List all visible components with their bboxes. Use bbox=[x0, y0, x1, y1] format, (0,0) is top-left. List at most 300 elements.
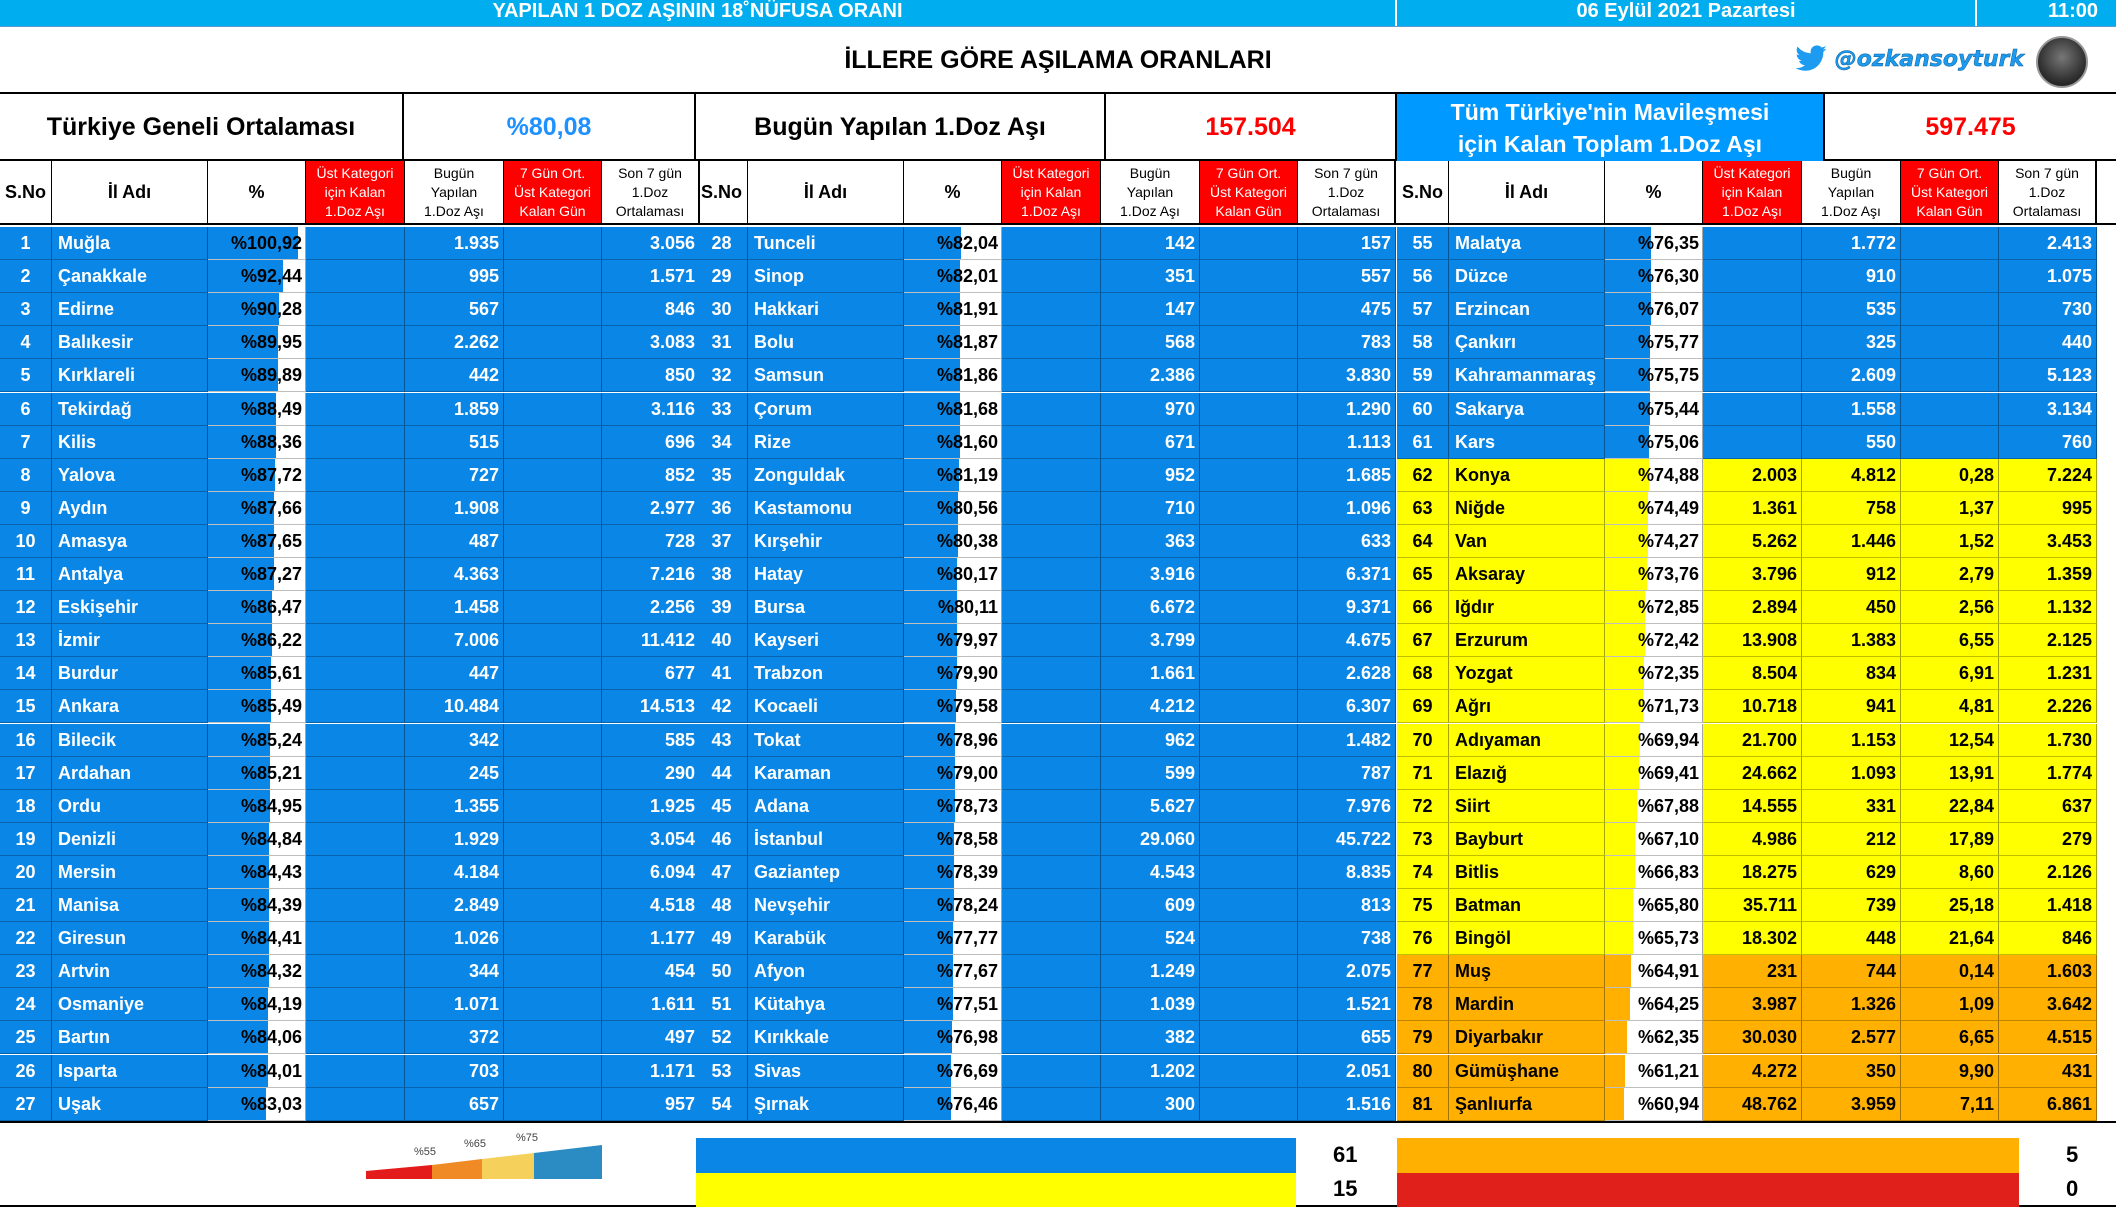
province-name: Tunceli bbox=[748, 227, 904, 260]
days-left-cell: 17,89 bbox=[1901, 823, 1999, 856]
remaining-dose-cell bbox=[306, 492, 405, 525]
orange-count-bar bbox=[1397, 1138, 2019, 1173]
days-left-cell bbox=[1200, 558, 1298, 591]
remaining-dose-cell: 18.302 bbox=[1703, 922, 1802, 955]
header-ust-kalan-block3 bbox=[1703, 161, 1802, 223]
days-left-cell bbox=[1200, 359, 1298, 392]
table-row bbox=[1397, 624, 2098, 657]
today-dose-cell: 2.849 bbox=[405, 889, 504, 922]
province-name: Muş bbox=[1449, 955, 1605, 988]
header-line: Üst Kategori bbox=[1209, 183, 1288, 200]
header-line: 1.Doz Aşı bbox=[424, 202, 484, 219]
province-name: Şırnak bbox=[748, 1088, 904, 1121]
percent-cell bbox=[904, 558, 1002, 591]
table-row bbox=[696, 326, 1397, 359]
days-left-cell: 25,18 bbox=[1901, 889, 1999, 922]
weekly-avg-cell: 1.685 bbox=[1298, 459, 1396, 492]
percent-cell bbox=[208, 988, 306, 1021]
weekly-avg-cell: 1.171 bbox=[602, 1055, 700, 1088]
province-name: Kocaeli bbox=[748, 690, 904, 723]
today-value: 157.504 bbox=[1106, 94, 1397, 161]
yellow-count: 15 bbox=[1333, 1176, 1358, 1201]
province-name: Amasya bbox=[52, 525, 208, 558]
avg-value: %80,08 bbox=[404, 94, 696, 161]
today-dose-cell: 325 bbox=[1802, 326, 1901, 359]
percent-value: %85,61 bbox=[240, 663, 302, 684]
weekly-avg-cell: 957 bbox=[602, 1088, 700, 1121]
percent-cell bbox=[208, 1055, 306, 1088]
percent-cell bbox=[208, 657, 306, 690]
percent-value: %72,42 bbox=[1637, 630, 1699, 651]
sno-cell: 32 bbox=[696, 359, 748, 392]
sno-cell: 38 bbox=[696, 558, 748, 591]
sno-cell: 76 bbox=[1397, 922, 1449, 955]
weekly-avg-cell: 3.453 bbox=[1999, 525, 2097, 558]
remaining-dose-cell bbox=[1002, 1088, 1101, 1121]
today-dose-cell: 2.577 bbox=[1802, 1021, 1901, 1054]
today-dose-cell: 363 bbox=[1101, 525, 1200, 558]
percent-value: %87,65 bbox=[240, 530, 302, 551]
sno-cell: 60 bbox=[1397, 393, 1449, 426]
days-left-cell bbox=[504, 459, 602, 492]
remaining-dose-cell bbox=[1002, 657, 1101, 690]
sno-cell: 54 bbox=[696, 1088, 748, 1121]
percent-value: %71,73 bbox=[1637, 696, 1699, 717]
table-row bbox=[696, 260, 1397, 293]
sno-cell: 21 bbox=[0, 889, 52, 922]
today-dose-cell: 1.153 bbox=[1802, 724, 1901, 757]
table-row bbox=[0, 657, 701, 690]
weekly-avg-cell: 1.774 bbox=[1999, 757, 2097, 790]
remaining-dose-cell bbox=[306, 657, 405, 690]
percent-value: %79,97 bbox=[936, 630, 998, 651]
percent-value: %69,41 bbox=[1637, 762, 1699, 783]
table-row bbox=[0, 558, 701, 591]
header-bugun-block2 bbox=[1101, 161, 1200, 223]
remaining-dose-cell: 2.894 bbox=[1703, 591, 1802, 624]
days-left-cell bbox=[504, 856, 602, 889]
sno-cell: 29 bbox=[696, 260, 748, 293]
today-dose-cell: 744 bbox=[1802, 955, 1901, 988]
weekly-avg-cell: 2.256 bbox=[602, 591, 700, 624]
days-left-cell bbox=[1200, 790, 1298, 823]
percent-value: %78,73 bbox=[936, 795, 998, 816]
table-row bbox=[696, 922, 1397, 955]
percent-value: %86,22 bbox=[240, 630, 302, 651]
weekly-avg-cell: 637 bbox=[1999, 790, 2097, 823]
table-row bbox=[1397, 359, 2098, 392]
sno-cell: 7 bbox=[0, 426, 52, 459]
weekly-avg-cell: 475 bbox=[1298, 293, 1396, 326]
sno-cell: 81 bbox=[1397, 1088, 1449, 1121]
table-row bbox=[0, 1021, 701, 1054]
sno-cell: 68 bbox=[1397, 657, 1449, 690]
sno-cell: 37 bbox=[696, 525, 748, 558]
days-left-cell bbox=[1200, 492, 1298, 525]
table-row bbox=[1397, 856, 2098, 889]
remaining-dose-cell bbox=[306, 260, 405, 293]
header-line: için Kalan bbox=[1721, 183, 1783, 200]
province-name: Sakarya bbox=[1449, 393, 1605, 426]
percent-value: %66,83 bbox=[1637, 861, 1699, 882]
today-dose-cell: 710 bbox=[1101, 492, 1200, 525]
remaining-dose-cell bbox=[306, 889, 405, 922]
header-line: 7 Gün Ort. bbox=[519, 164, 586, 181]
percent-value: %82,01 bbox=[936, 266, 998, 287]
days-left-cell bbox=[1901, 426, 1999, 459]
percent-value: %84,95 bbox=[240, 795, 302, 816]
province-name: Tekirdağ bbox=[52, 393, 208, 426]
legend-tick-75: %75 bbox=[516, 1132, 539, 1144]
province-name: Kastamonu bbox=[748, 492, 904, 525]
percent-cell bbox=[1605, 293, 1703, 326]
today-dose-cell: 524 bbox=[1101, 922, 1200, 955]
today-label: Bugün Yapılan 1.Doz Aşı bbox=[696, 94, 1106, 161]
remaining-dose-cell bbox=[306, 988, 405, 1021]
today-dose-cell: 727 bbox=[405, 459, 504, 492]
percent-value: %61,21 bbox=[1637, 1060, 1699, 1081]
days-left-cell: 1,09 bbox=[1901, 988, 1999, 1021]
percent-value: %89,89 bbox=[240, 365, 302, 386]
table-row bbox=[0, 326, 701, 359]
remaining-dose-cell bbox=[306, 326, 405, 359]
remaining-dose-cell bbox=[306, 856, 405, 889]
remaining-dose-cell: 3.987 bbox=[1703, 988, 1802, 1021]
sno-cell: 41 bbox=[696, 657, 748, 690]
percent-value: %83,03 bbox=[240, 1093, 302, 1114]
percent-cell bbox=[904, 823, 1002, 856]
days-left-cell: 0,28 bbox=[1901, 459, 1999, 492]
sno-cell: 19 bbox=[0, 823, 52, 856]
percent-cell bbox=[208, 955, 306, 988]
remaining-dose-cell bbox=[1002, 690, 1101, 723]
today-dose-cell: 5.627 bbox=[1101, 790, 1200, 823]
twitter-handle: @ozkansoyturk bbox=[1834, 46, 2024, 72]
weekly-avg-cell: 655 bbox=[1298, 1021, 1396, 1054]
province-name: Eskişehir bbox=[52, 591, 208, 624]
header-line: Bugün bbox=[433, 164, 475, 181]
sno-cell: 48 bbox=[696, 889, 748, 922]
percent-cell bbox=[208, 823, 306, 856]
percent-cell bbox=[208, 757, 306, 790]
sno-cell: 72 bbox=[1397, 790, 1449, 823]
table-row bbox=[696, 359, 1397, 392]
sno-cell: 59 bbox=[1397, 359, 1449, 392]
percent-value: %75,75 bbox=[1637, 365, 1699, 386]
header-line: 1.Doz Aşı bbox=[1722, 202, 1782, 219]
weekly-avg-cell: 497 bbox=[602, 1021, 700, 1054]
days-left-cell: 6,55 bbox=[1901, 624, 1999, 657]
percent-value: %81,91 bbox=[936, 299, 998, 320]
percent-cell bbox=[208, 492, 306, 525]
sno-cell: 22 bbox=[0, 922, 52, 955]
weekly-avg-cell: 677 bbox=[602, 657, 700, 690]
table-row bbox=[1397, 558, 2098, 591]
province-name: Kahramanmaraş bbox=[1449, 359, 1605, 392]
days-left-cell bbox=[1200, 1021, 1298, 1054]
table-row bbox=[0, 856, 701, 889]
header-line: Üst Kategori bbox=[1713, 164, 1791, 181]
header-line: için Kalan bbox=[324, 183, 386, 200]
days-left-cell bbox=[1200, 690, 1298, 723]
days-left-cell bbox=[504, 724, 602, 757]
header-line: Üst Kategori bbox=[316, 164, 394, 181]
province-name: Ardahan bbox=[52, 757, 208, 790]
table-row bbox=[0, 492, 701, 525]
weekly-avg-cell: 4.518 bbox=[602, 889, 700, 922]
province-name: Zonguldak bbox=[748, 459, 904, 492]
weekly-avg-cell: 157 bbox=[1298, 227, 1396, 260]
header-line: Son 7 gün bbox=[1314, 164, 1378, 181]
percent-cell bbox=[1605, 492, 1703, 525]
percent-value: %78,39 bbox=[936, 861, 998, 882]
weekly-avg-cell: 2.126 bbox=[1999, 856, 2097, 889]
weekly-avg-cell: 738 bbox=[1298, 922, 1396, 955]
province-name: Adana bbox=[748, 790, 904, 823]
remaining-dose-cell bbox=[1002, 492, 1101, 525]
today-dose-cell: 447 bbox=[405, 657, 504, 690]
remaining-dose-cell: 30.030 bbox=[1703, 1021, 1802, 1054]
percent-cell bbox=[208, 227, 306, 260]
header-line: Kalan Gün bbox=[519, 202, 586, 219]
days-left-cell: 4,81 bbox=[1901, 690, 1999, 723]
percent-cell bbox=[904, 591, 1002, 624]
weekly-avg-cell: 45.722 bbox=[1298, 823, 1396, 856]
days-left-cell bbox=[1200, 1055, 1298, 1088]
table-row bbox=[0, 988, 701, 1021]
weekly-avg-cell: 7.976 bbox=[1298, 790, 1396, 823]
weekly-avg-cell: 1.132 bbox=[1999, 591, 2097, 624]
days-left-cell bbox=[1200, 459, 1298, 492]
table-row bbox=[0, 757, 701, 790]
sno-cell: 57 bbox=[1397, 293, 1449, 326]
today-dose-cell: 2.609 bbox=[1802, 359, 1901, 392]
remaining-dose-cell bbox=[1002, 1055, 1101, 1088]
today-dose-cell: 3.799 bbox=[1101, 624, 1200, 657]
weekly-avg-cell: 760 bbox=[1999, 426, 2097, 459]
province-name: Hatay bbox=[748, 558, 904, 591]
table-row bbox=[696, 724, 1397, 757]
percent-cell bbox=[208, 293, 306, 326]
province-name: Kırşehir bbox=[748, 525, 904, 558]
percent-cell bbox=[1605, 955, 1703, 988]
today-dose-cell: 952 bbox=[1101, 459, 1200, 492]
weekly-avg-cell: 1.516 bbox=[1298, 1088, 1396, 1121]
header-line: 1.Doz bbox=[1327, 183, 1365, 200]
sno-cell: 77 bbox=[1397, 955, 1449, 988]
legend-segment-yellow bbox=[482, 1153, 534, 1179]
header-line: Bugün bbox=[1830, 164, 1872, 181]
percent-value: %88,49 bbox=[240, 398, 302, 419]
weekly-avg-cell: 6.371 bbox=[1298, 558, 1396, 591]
days-left-cell bbox=[1901, 260, 1999, 293]
header-sno-block2: S.No bbox=[696, 161, 748, 223]
remaining-dose-cell: 48.762 bbox=[1703, 1088, 1802, 1121]
weekly-avg-cell: 730 bbox=[1999, 293, 2097, 326]
days-left-cell: 12,54 bbox=[1901, 724, 1999, 757]
header-ust-kalan-block1 bbox=[306, 161, 405, 223]
percent-cell bbox=[1605, 823, 1703, 856]
percent-cell bbox=[208, 260, 306, 293]
province-name: Bolu bbox=[748, 326, 904, 359]
table-row bbox=[696, 492, 1397, 525]
remaining-dose-cell bbox=[306, 459, 405, 492]
province-name: Elazığ bbox=[1449, 757, 1605, 790]
table-row bbox=[1397, 889, 2098, 922]
days-left-cell bbox=[1200, 757, 1298, 790]
table-row bbox=[696, 988, 1397, 1021]
remaining-dose-cell bbox=[306, 624, 405, 657]
percent-cell bbox=[904, 922, 1002, 955]
sno-cell: 78 bbox=[1397, 988, 1449, 1021]
days-left-cell bbox=[1200, 955, 1298, 988]
days-left-cell bbox=[504, 227, 602, 260]
percent-value: %78,58 bbox=[936, 828, 998, 849]
days-left-cell: 2,79 bbox=[1901, 558, 1999, 591]
today-dose-cell: 29.060 bbox=[1101, 823, 1200, 856]
province-name: Aydın bbox=[52, 492, 208, 525]
weekly-avg-cell: 1.075 bbox=[1999, 260, 2097, 293]
percent-value: %67,88 bbox=[1637, 795, 1699, 816]
table-row bbox=[0, 889, 701, 922]
percent-cell bbox=[208, 326, 306, 359]
percent-value: %67,10 bbox=[1637, 828, 1699, 849]
percent-cell bbox=[1605, 1088, 1703, 1121]
days-left-cell: 9,90 bbox=[1901, 1055, 1999, 1088]
today-dose-cell: 1.859 bbox=[405, 393, 504, 426]
header-line: 1.Doz bbox=[2028, 183, 2066, 200]
percent-cell bbox=[208, 1021, 306, 1054]
today-dose-cell: 350 bbox=[1802, 1055, 1901, 1088]
days-left-cell bbox=[1200, 591, 1298, 624]
province-name: Kırklareli bbox=[52, 359, 208, 392]
sno-cell: 66 bbox=[1397, 591, 1449, 624]
remaining-dose-cell bbox=[306, 757, 405, 790]
table-row bbox=[1397, 657, 2098, 690]
province-name: Antalya bbox=[52, 558, 208, 591]
table-row bbox=[0, 525, 701, 558]
top-bar-date: 06 Eylül 2021 Pazartesi bbox=[1397, 0, 1977, 26]
percent-cell bbox=[1605, 260, 1703, 293]
table-row bbox=[0, 922, 701, 955]
remaining-dose-cell: 24.662 bbox=[1703, 757, 1802, 790]
days-left-cell bbox=[1901, 293, 1999, 326]
today-dose-cell: 941 bbox=[1802, 690, 1901, 723]
remaining-dose-cell bbox=[1002, 359, 1101, 392]
weekly-avg-cell: 3.642 bbox=[1999, 988, 2097, 1021]
province-name: İzmir bbox=[52, 624, 208, 657]
remaining-dose-cell bbox=[1002, 558, 1101, 591]
percent-value: %75,44 bbox=[1637, 398, 1699, 419]
province-name: Nevşehir bbox=[748, 889, 904, 922]
header-line: Yapılan bbox=[1126, 183, 1174, 200]
province-name: Mardin bbox=[1449, 988, 1605, 1021]
table-row bbox=[696, 690, 1397, 723]
sno-cell: 9 bbox=[0, 492, 52, 525]
table-row bbox=[696, 426, 1397, 459]
province-name: Osmaniye bbox=[52, 988, 208, 1021]
weekly-avg-cell: 6.861 bbox=[1999, 1088, 2097, 1121]
province-name: Bursa bbox=[748, 591, 904, 624]
header-line: Kalan Gün bbox=[1916, 202, 1983, 219]
days-left-cell bbox=[504, 790, 602, 823]
remaining-dose-cell bbox=[1002, 856, 1101, 889]
table-row bbox=[0, 459, 701, 492]
table-row bbox=[0, 227, 701, 260]
table-row bbox=[1397, 393, 2098, 426]
remaining-dose-cell bbox=[306, 359, 405, 392]
table-row bbox=[0, 724, 701, 757]
percent-cell bbox=[904, 393, 1002, 426]
percent-value: %75,06 bbox=[1637, 431, 1699, 452]
header-line: Ortalaması bbox=[615, 202, 685, 219]
weekly-avg-cell: 6.094 bbox=[602, 856, 700, 889]
province-name: Trabzon bbox=[748, 657, 904, 690]
weekly-avg-cell: 3.056 bbox=[602, 227, 700, 260]
province-name: Karabük bbox=[748, 922, 904, 955]
province-name: Erzincan bbox=[1449, 293, 1605, 326]
today-dose-cell: 142 bbox=[1101, 227, 1200, 260]
percent-cell bbox=[1605, 624, 1703, 657]
percent-value: %82,04 bbox=[936, 233, 998, 253]
table-row bbox=[696, 955, 1397, 988]
twitter-bird-icon bbox=[1793, 42, 1829, 76]
province-name: Diyarbakır bbox=[1449, 1021, 1605, 1054]
province-name: Kütahya bbox=[748, 988, 904, 1021]
sno-cell: 73 bbox=[1397, 823, 1449, 856]
days-left-cell bbox=[504, 1055, 602, 1088]
remaining-dose-cell: 35.711 bbox=[1703, 889, 1802, 922]
today-dose-cell: 739 bbox=[1802, 889, 1901, 922]
today-dose-cell: 2.386 bbox=[1101, 359, 1200, 392]
sno-cell: 3 bbox=[0, 293, 52, 326]
percent-value: %81,86 bbox=[936, 365, 998, 386]
sno-cell: 36 bbox=[696, 492, 748, 525]
days-left-cell bbox=[504, 823, 602, 856]
header-pct-block1: % bbox=[208, 161, 306, 223]
table-row bbox=[1397, 591, 2098, 624]
sno-cell: 13 bbox=[0, 624, 52, 657]
table-row bbox=[1397, 823, 2098, 856]
province-name: Aksaray bbox=[1449, 558, 1605, 591]
today-dose-cell: 344 bbox=[405, 955, 504, 988]
weekly-avg-cell: 1.611 bbox=[602, 988, 700, 1021]
sno-cell: 69 bbox=[1397, 690, 1449, 723]
header-gun-block1 bbox=[504, 161, 602, 223]
weekly-avg-cell: 7.224 bbox=[1999, 459, 2097, 492]
summary-row bbox=[0, 94, 2116, 161]
days-left-cell bbox=[1200, 227, 1298, 260]
percent-value: %78,24 bbox=[936, 895, 998, 915]
header-line: Ortalaması bbox=[2012, 202, 2082, 219]
sno-cell: 28 bbox=[696, 227, 748, 260]
header-il-block3: İl Adı bbox=[1449, 161, 1605, 223]
sno-cell: 8 bbox=[0, 459, 52, 492]
province-name: Bilecik bbox=[52, 724, 208, 757]
days-left-cell bbox=[504, 326, 602, 359]
table-row bbox=[1397, 1021, 2098, 1054]
weekly-avg-cell: 1.113 bbox=[1298, 426, 1396, 459]
today-dose-cell: 4.543 bbox=[1101, 856, 1200, 889]
today-dose-cell: 567 bbox=[405, 293, 504, 326]
province-name: Gümüşhane bbox=[1449, 1055, 1605, 1088]
remaining-dose-cell bbox=[1002, 624, 1101, 657]
percent-value: %84,32 bbox=[240, 961, 302, 982]
percent-cell bbox=[1605, 591, 1703, 624]
table-row bbox=[1397, 690, 2098, 723]
days-left-cell bbox=[504, 624, 602, 657]
table-row bbox=[1397, 988, 2098, 1021]
